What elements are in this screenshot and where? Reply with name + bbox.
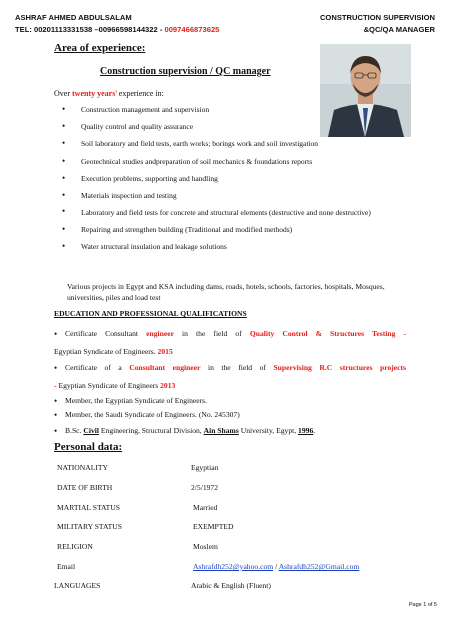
job-title-line1: CONSTRUCTION SUPERVISION [319,13,435,22]
certificate-1-line1 [54,325,406,343]
intro-highlight: twenty years [72,89,116,98]
highlight: engineer [146,329,174,338]
dob-value: 2/5/1972 [191,483,219,492]
text: Certificate of a [65,363,130,372]
education-heading: EDUCATION AND PROFESSIONAL QUALIFICATIONS [54,309,247,318]
person-name: ASHRAF AHMED ABDULSALAM [15,13,132,22]
religion-label: RELIGION [57,542,93,551]
highlight: Quality Control & Structures Testing - [249,329,406,338]
phone-qatar: 0097466873625 [164,25,220,34]
certificate-2-line1 [54,359,406,377]
university: Ain Shams [203,426,239,435]
list-item: • Laboratory and field tests for concrete and structural elements (destructive and none destructive) [54,204,409,221]
intro-pre: Over [54,89,72,98]
intro-post: ' experience in: [115,89,164,98]
experience-intro [54,89,164,98]
text: Egyptian Syndicate of Engineers [58,381,161,390]
phone-numbers: TEL: 00201113331538 –00966598144322 - [15,25,165,34]
email-link-yahoo[interactable]: Ashrafdh252@yahoo.com [193,562,274,571]
email-values [193,562,359,571]
year: 2013 [160,381,176,390]
nationality-value: Egyptian [191,463,219,472]
degree [54,422,406,440]
list-item: • Quality control and quality assurance [54,118,409,135]
religion-value: Moslem [193,542,218,551]
email-link-gmail[interactable]: Ashrafdh252@Gmail.com [278,562,360,571]
marital-value: Married [193,503,218,512]
nationality-label: NATIONALITY [57,463,109,472]
highlight: Supervising R.C structures projects [273,363,407,372]
text: Certificate Consultant [65,329,147,338]
list-item: • Materials inspection and testing [54,187,409,204]
list-item: • Water structural insulation and leakage solutions [54,238,409,255]
list-item: • Construction management and supervision [54,101,409,118]
list-item: • Geotechnical studies andpreparation of soil mechanics & foundations reports [54,153,409,170]
header-contact [15,12,219,36]
list-item: • Repairing and strengthen building (Traditional and modified methods) [54,221,409,238]
certificate-2 [54,359,406,395]
experience-list [54,101,409,256]
text: in the field of [200,363,274,372]
text: in the field of [173,329,250,338]
header-title [320,12,435,36]
job-title-line2: &QC/QA MANAGER [363,25,435,34]
dash: - [54,381,59,390]
list-item: • Soil laboratory and field tests, earth works; borings work and soil investigation [54,135,409,152]
list-item: • Execution problems, supporting and handling [54,170,409,187]
languages-label: LANGUAGES [54,581,101,590]
degree-text [54,422,406,440]
membership-text: • Member, the Egyptian Syndicate of Engineers. [54,392,406,410]
text: Engineering, Structural Division, [98,426,204,435]
experience-heading: Area of experience: [54,42,146,54]
languages-value: Arabic & English (Fluent) [191,581,271,590]
text: . [313,426,316,435]
year: 2015 [157,347,173,356]
highlight: Consultant engineer [129,363,201,372]
certificate-1 [54,325,406,361]
membership-text: • Member, the Saudi Syndicate of Engineers. (No. 245307) [54,406,406,424]
dob-label: DATE OF BIRTH [57,483,113,492]
military-value: EXEMPTED [193,522,234,531]
page-number: Page 1 of 5 [408,602,437,608]
text: Egyptian Syndicate of Engineers. [54,347,158,356]
text: B.Sc. [65,426,84,435]
experience-subheading: Construction supervision / QC manager [100,66,271,77]
projects-summary: Various projects in Egypt and KSA including dams, roads, hotels, schools, factories, hospitals, Mosques, universities, piles and load test [67,282,385,302]
email-label: Email [57,562,76,571]
major: Civil [83,426,99,435]
personal-heading: Personal data: [54,441,123,453]
text: University, Egypt, [238,426,299,435]
year: 1996 [298,426,314,435]
email-separator: / [273,562,279,571]
phone-line [15,24,219,36]
marital-label: MARTIAL STATUS [57,503,120,512]
military-label: MILITARY STATUS [57,522,122,531]
